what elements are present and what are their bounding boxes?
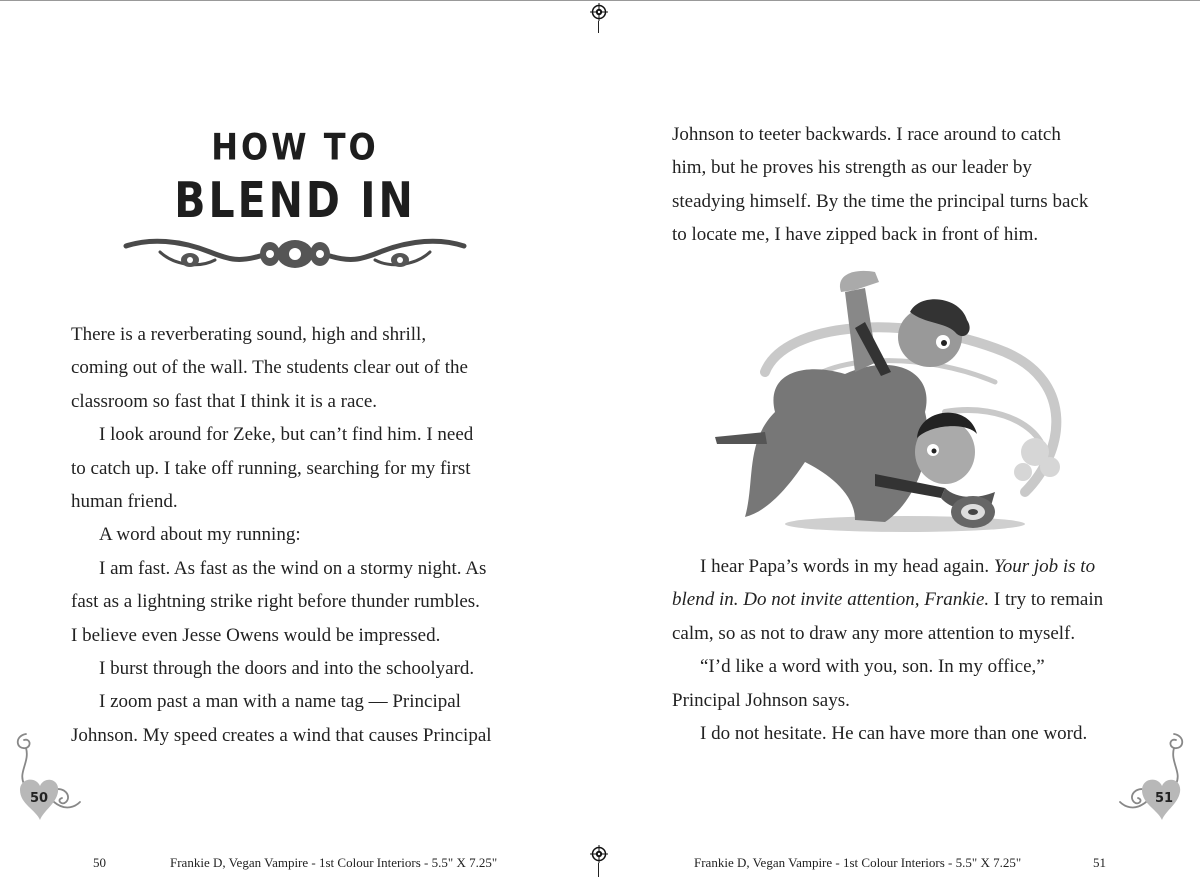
chapter-title-line2: BLEND IN xyxy=(174,171,416,229)
text-line: Johnson. My speed creates a wind that causes Principal xyxy=(71,724,492,746)
text-line: I zoom past a man with a name tag — Principal xyxy=(99,691,461,713)
text-line: I burst through the doors and into the schoolyard. xyxy=(99,658,475,680)
paragraph xyxy=(71,685,492,752)
slug-text-left: Frankie D, Vegan Vampire - 1st Colour Interiors - 5.5" X 7.25" xyxy=(170,855,498,870)
text-line: to locate me, I have zipped back in front of him. xyxy=(672,224,1039,246)
text-line: I believe even Jesse Owens would be impressed. xyxy=(71,624,441,646)
right-page-bottom-text xyxy=(672,550,1103,750)
text-line: There is a reverberating sound, high and shrill, xyxy=(71,324,427,345)
italic-text: blend in. Do not invite attention, Frankie. xyxy=(672,589,990,611)
text-line: I do not hesitate. He can have more than one word. xyxy=(700,723,1088,745)
gutter-tick-bottom xyxy=(598,863,599,877)
text-line: coming out of the wall. The students clear out of the xyxy=(71,357,468,379)
corner-ornament-icon xyxy=(10,728,86,824)
paragraph xyxy=(71,418,492,518)
text-line: A word about my running: xyxy=(99,524,301,546)
paragraph xyxy=(672,717,1103,750)
text-line: Johnson to teeter backwards. I race around to catch xyxy=(672,124,1061,145)
text-line: steadying himself. By the time the principal turns back xyxy=(672,190,1089,212)
illustration xyxy=(705,262,1075,542)
paragraph xyxy=(71,652,492,685)
paragraph xyxy=(71,552,492,652)
registration-mark-icon xyxy=(590,845,608,863)
left-page-body xyxy=(71,318,492,752)
paragraph xyxy=(672,118,1088,252)
text-line: classroom so fast that I think it is a race. xyxy=(71,390,378,412)
text-line: fast as a lightning strike right before thunder rumbles. xyxy=(71,591,480,613)
corner-ornament-icon xyxy=(1114,728,1190,824)
slug-text-right: Frankie D, Vegan Vampire - 1st Colour Interiors - 5.5" X 7.25" xyxy=(694,855,1022,870)
text-line: to catch up. I take off running, searching for my first xyxy=(71,457,471,479)
page-number: 50 xyxy=(30,791,49,806)
page-number: 51 xyxy=(1155,791,1174,806)
text-line: human friend. xyxy=(71,491,178,513)
crop-line-top xyxy=(0,0,1200,1)
gutter-tick-top xyxy=(598,21,599,33)
text-line: I am fast. As fast as the wind on a stormy night. As xyxy=(99,557,487,579)
text-line: “I’d like a word with you, son. In my office,” xyxy=(700,656,1045,678)
text-line: I look around for Zeke, but can’t find him. I need xyxy=(99,424,474,446)
paragraph xyxy=(672,550,1103,650)
text-line: calm, so as not to draw any more attention to myself. xyxy=(672,622,1076,644)
flourish-ornament-icon xyxy=(120,232,470,276)
chapter-title xyxy=(130,125,460,229)
paragraph xyxy=(71,318,492,418)
paragraph xyxy=(672,650,1103,717)
slug-page-number-right: 51 xyxy=(1093,855,1106,870)
right-page-top-text xyxy=(672,118,1088,252)
text-fragment: I hear Papa’s words in my head again. xyxy=(700,556,994,577)
slug-page-number-left: 50 xyxy=(93,855,106,870)
paragraph xyxy=(71,518,492,551)
registration-mark-icon xyxy=(590,3,608,21)
text-fragment: I try to remain xyxy=(989,589,1104,611)
italic-text: Your job is to xyxy=(993,556,1096,577)
text-line: Principal Johnson says. xyxy=(672,689,850,711)
chapter-title-line1: HOW TO xyxy=(211,125,379,169)
text-line: him, but he proves his strength as our leader by xyxy=(672,157,1032,179)
